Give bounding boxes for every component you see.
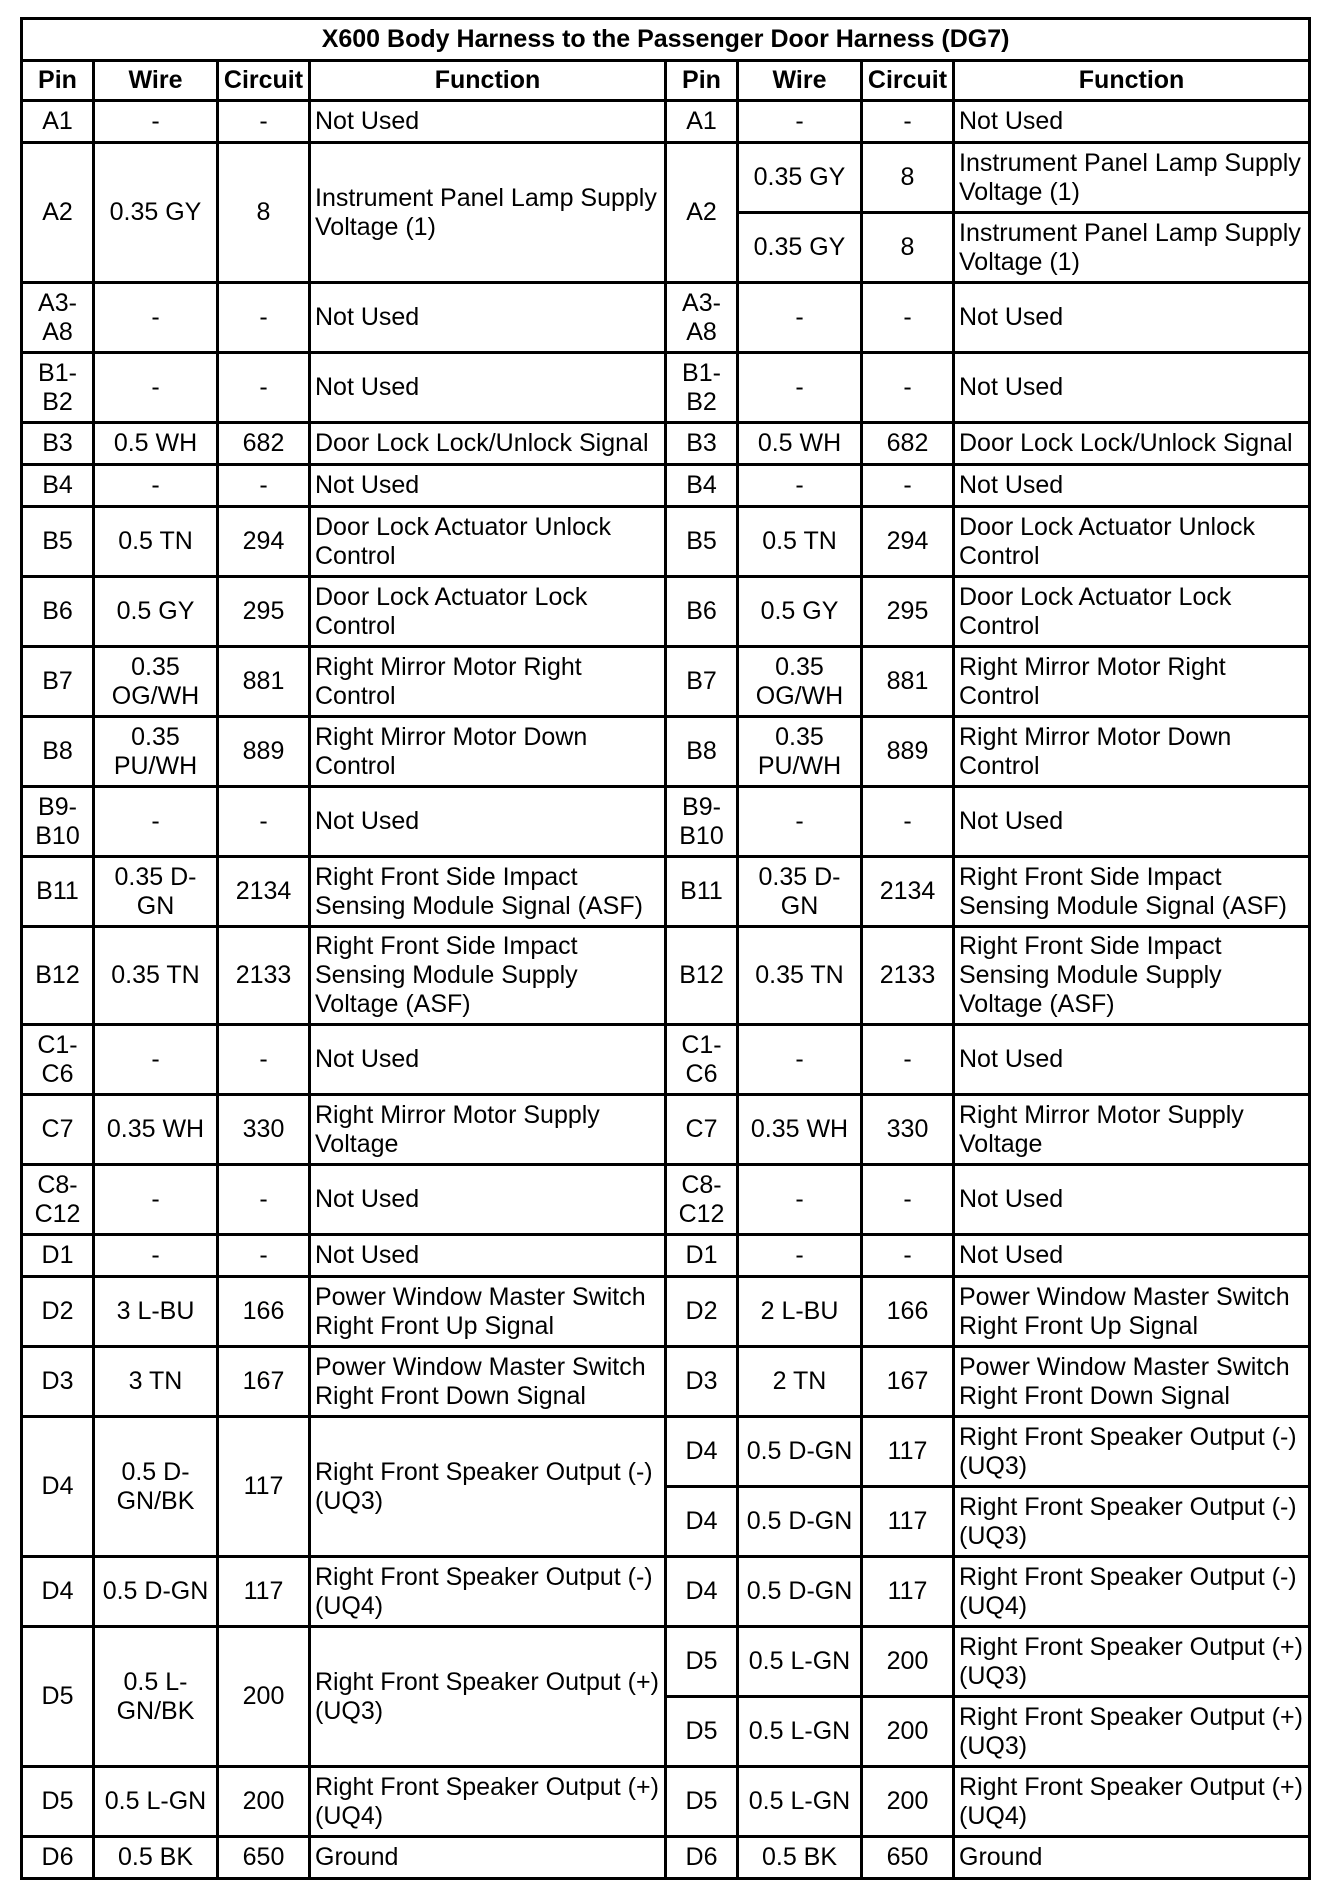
- left-pin-cell: B12: [22, 927, 94, 1025]
- left-pin-cell: D4: [22, 1417, 94, 1557]
- left-function-cell: Right Mirror Motor Supply Voltage: [310, 1095, 666, 1165]
- left-wire-cell: 0.5 BK: [94, 1837, 218, 1879]
- header-circuit: Circuit: [218, 61, 310, 101]
- left-wire-cell: 0.5 D-GN: [94, 1557, 218, 1627]
- header-pin: Pin: [22, 61, 94, 101]
- left-pin-cell: D5: [22, 1627, 94, 1767]
- left-wire-cell: 0.5 WH: [94, 423, 218, 465]
- right-circuit-cell: -: [862, 101, 954, 143]
- right-wire-cell: -: [738, 1165, 862, 1235]
- header-circuit: Circuit: [862, 61, 954, 101]
- left-pin-cell: B7: [22, 647, 94, 717]
- right-wire-cell: 0.5 D-GN: [738, 1487, 862, 1557]
- header-pin: Pin: [666, 61, 738, 101]
- table-row: [22, 1417, 1310, 1487]
- right-function-cell: Not Used: [954, 1025, 1310, 1095]
- left-circuit-cell: 8: [218, 143, 310, 283]
- right-function-cell: Right Front Speaker Output (+) (UQ4): [954, 1767, 1310, 1837]
- left-wire-cell: -: [94, 1235, 218, 1277]
- right-wire-cell: 0.5 D-GN: [738, 1557, 862, 1627]
- left-circuit-cell: 117: [218, 1557, 310, 1627]
- table-body: [22, 101, 1310, 1879]
- table-title: X600 Body Harness to the Passenger Door Harness (DG7): [22, 19, 1310, 61]
- right-pin-cell: A1: [666, 101, 738, 143]
- table-row: [22, 1557, 1310, 1627]
- right-function-cell: Instrument Panel Lamp Supply Voltage (1): [954, 213, 1310, 283]
- left-pin-cell: B8: [22, 717, 94, 787]
- left-circuit-cell: -: [218, 353, 310, 423]
- left-circuit-cell: -: [218, 787, 310, 857]
- left-function-cell: Door Lock Actuator Lock Control: [310, 577, 666, 647]
- right-function-cell: Right Front Speaker Output (-) (UQ3): [954, 1487, 1310, 1557]
- right-function-cell: Ground: [954, 1837, 1310, 1879]
- left-pin-cell: D3: [22, 1347, 94, 1417]
- table-row: [22, 1347, 1310, 1417]
- right-function-cell: Not Used: [954, 787, 1310, 857]
- header-function: Function: [954, 61, 1310, 101]
- left-circuit-cell: 682: [218, 423, 310, 465]
- right-wire-cell: 0.35 OG/WH: [738, 647, 862, 717]
- left-wire-cell: 0.35 PU/WH: [94, 717, 218, 787]
- right-circuit-cell: -: [862, 1025, 954, 1095]
- table-row: [22, 717, 1310, 787]
- right-function-cell: Right Front Speaker Output (-) (UQ3): [954, 1417, 1310, 1487]
- left-circuit-cell: 166: [218, 1277, 310, 1347]
- right-circuit-cell: 295: [862, 577, 954, 647]
- right-pin-cell: A2: [666, 143, 738, 283]
- left-pin-cell: D5: [22, 1767, 94, 1837]
- left-function-cell: Not Used: [310, 465, 666, 507]
- right-wire-cell: 0.5 BK: [738, 1837, 862, 1879]
- left-function-cell: Instrument Panel Lamp Supply Voltage (1): [310, 143, 666, 283]
- left-pin-cell: B11: [22, 857, 94, 927]
- right-pin-cell: D4: [666, 1417, 738, 1487]
- right-pin-cell: D4: [666, 1557, 738, 1627]
- left-circuit-cell: -: [218, 101, 310, 143]
- right-pin-cell: B9-B10: [666, 787, 738, 857]
- left-function-cell: Power Window Master Switch Right Front Down Signal: [310, 1347, 666, 1417]
- right-pin-cell: B4: [666, 465, 738, 507]
- left-function-cell: Right Front Side Impact Sensing Module Supply Voltage (ASF): [310, 927, 666, 1025]
- left-function-cell: Not Used: [310, 353, 666, 423]
- table-row: [22, 1095, 1310, 1165]
- left-circuit-cell: -: [218, 1165, 310, 1235]
- left-wire-cell: -: [94, 1025, 218, 1095]
- right-circuit-cell: -: [862, 465, 954, 507]
- left-wire-cell: 3 TN: [94, 1347, 218, 1417]
- right-circuit-cell: -: [862, 1165, 954, 1235]
- right-circuit-cell: 650: [862, 1837, 954, 1879]
- right-wire-cell: -: [738, 1025, 862, 1095]
- right-circuit-cell: -: [862, 283, 954, 353]
- right-wire-cell: 0.35 TN: [738, 927, 862, 1025]
- right-pin-cell: D5: [666, 1627, 738, 1697]
- left-function-cell: Right Mirror Motor Right Control: [310, 647, 666, 717]
- table-row: [22, 507, 1310, 577]
- left-pin-cell: C1-C6: [22, 1025, 94, 1095]
- table-row: [22, 857, 1310, 927]
- left-wire-cell: 0.5 D-GN/BK: [94, 1417, 218, 1557]
- right-wire-cell: -: [738, 283, 862, 353]
- right-pin-cell: D5: [666, 1767, 738, 1837]
- right-wire-cell: 0.35 GY: [738, 143, 862, 213]
- right-circuit-cell: 117: [862, 1487, 954, 1557]
- table-row: [22, 927, 1310, 1025]
- right-pin-cell: B8: [666, 717, 738, 787]
- left-wire-cell: 0.5 GY: [94, 577, 218, 647]
- left-circuit-cell: 650: [218, 1837, 310, 1879]
- right-function-cell: Right Mirror Motor Down Control: [954, 717, 1310, 787]
- left-function-cell: Right Front Speaker Output (+) (UQ3): [310, 1627, 666, 1767]
- right-circuit-cell: 2133: [862, 927, 954, 1025]
- right-circuit-cell: 117: [862, 1417, 954, 1487]
- table-row: [22, 353, 1310, 423]
- right-function-cell: Right Front Speaker Output (-) (UQ4): [954, 1557, 1310, 1627]
- left-function-cell: Door Lock Lock/Unlock Signal: [310, 423, 666, 465]
- table-row: [22, 465, 1310, 507]
- left-circuit-cell: -: [218, 283, 310, 353]
- left-circuit-cell: 330: [218, 1095, 310, 1165]
- right-circuit-cell: 200: [862, 1697, 954, 1767]
- left-circuit-cell: 294: [218, 507, 310, 577]
- table-row: [22, 647, 1310, 717]
- table-row: [22, 1025, 1310, 1095]
- right-function-cell: Right Front Speaker Output (+) (UQ3): [954, 1627, 1310, 1697]
- left-function-cell: Not Used: [310, 787, 666, 857]
- left-function-cell: Not Used: [310, 283, 666, 353]
- left-function-cell: Power Window Master Switch Right Front Up Signal: [310, 1277, 666, 1347]
- left-circuit-cell: -: [218, 465, 310, 507]
- right-circuit-cell: -: [862, 787, 954, 857]
- header-wire: Wire: [738, 61, 862, 101]
- header-function: Function: [310, 61, 666, 101]
- right-function-cell: Right Front Side Impact Sensing Module Supply Voltage (ASF): [954, 927, 1310, 1025]
- left-pin-cell: D1: [22, 1235, 94, 1277]
- right-pin-cell: B11: [666, 857, 738, 927]
- left-wire-cell: 0.35 GY: [94, 143, 218, 283]
- left-wire-cell: -: [94, 787, 218, 857]
- left-wire-cell: 0.35 TN: [94, 927, 218, 1025]
- table-row: [22, 143, 1310, 213]
- table-row: [22, 1165, 1310, 1235]
- left-circuit-cell: 200: [218, 1767, 310, 1837]
- left-pin-cell: A3-A8: [22, 283, 94, 353]
- left-function-cell: Right Front Speaker Output (-) (UQ3): [310, 1417, 666, 1557]
- right-pin-cell: D2: [666, 1277, 738, 1347]
- table-row: [22, 101, 1310, 143]
- left-pin-cell: B4: [22, 465, 94, 507]
- left-wire-cell: -: [94, 101, 218, 143]
- left-function-cell: Not Used: [310, 1165, 666, 1235]
- right-function-cell: Door Lock Lock/Unlock Signal: [954, 423, 1310, 465]
- left-function-cell: Right Front Speaker Output (+) (UQ4): [310, 1767, 666, 1837]
- table-row: [22, 577, 1310, 647]
- right-pin-cell: B7: [666, 647, 738, 717]
- right-wire-cell: 0.5 GY: [738, 577, 862, 647]
- left-circuit-cell: 167: [218, 1347, 310, 1417]
- right-pin-cell: B5: [666, 507, 738, 577]
- right-wire-cell: 0.5 D-GN: [738, 1417, 862, 1487]
- right-wire-cell: 0.5 TN: [738, 507, 862, 577]
- right-wire-cell: 2 L-BU: [738, 1277, 862, 1347]
- right-wire-cell: 0.5 WH: [738, 423, 862, 465]
- left-circuit-cell: 889: [218, 717, 310, 787]
- left-circuit-cell: 200: [218, 1627, 310, 1767]
- right-circuit-cell: -: [862, 353, 954, 423]
- right-wire-cell: -: [738, 1235, 862, 1277]
- left-function-cell: Not Used: [310, 1235, 666, 1277]
- left-wire-cell: -: [94, 353, 218, 423]
- left-wire-cell: 3 L-BU: [94, 1277, 218, 1347]
- table-row: [22, 1235, 1310, 1277]
- right-function-cell: Not Used: [954, 283, 1310, 353]
- right-function-cell: Power Window Master Switch Right Front Down Signal: [954, 1347, 1310, 1417]
- right-wire-cell: 0.5 L-GN: [738, 1627, 862, 1697]
- table-row: [22, 1767, 1310, 1837]
- right-circuit-cell: 330: [862, 1095, 954, 1165]
- left-function-cell: Not Used: [310, 1025, 666, 1095]
- table-row: [22, 283, 1310, 353]
- right-wire-cell: 0.5 L-GN: [738, 1697, 862, 1767]
- right-function-cell: Door Lock Actuator Unlock Control: [954, 507, 1310, 577]
- right-wire-cell: 0.35 D-GN: [738, 857, 862, 927]
- right-pin-cell: D6: [666, 1837, 738, 1879]
- title-row: [22, 19, 1310, 61]
- right-circuit-cell: 8: [862, 143, 954, 213]
- right-wire-cell: 2 TN: [738, 1347, 862, 1417]
- right-pin-cell: D4: [666, 1487, 738, 1557]
- right-function-cell: Right Mirror Motor Right Control: [954, 647, 1310, 717]
- right-circuit-cell: 889: [862, 717, 954, 787]
- right-pin-cell: B6: [666, 577, 738, 647]
- left-pin-cell: C7: [22, 1095, 94, 1165]
- right-wire-cell: -: [738, 465, 862, 507]
- left-circuit-cell: -: [218, 1235, 310, 1277]
- left-function-cell: Right Front Speaker Output (-) (UQ4): [310, 1557, 666, 1627]
- right-circuit-cell: 200: [862, 1627, 954, 1697]
- left-wire-cell: -: [94, 283, 218, 353]
- table-row: [22, 423, 1310, 465]
- right-function-cell: Door Lock Actuator Lock Control: [954, 577, 1310, 647]
- left-circuit-cell: -: [218, 1025, 310, 1095]
- left-circuit-cell: 2134: [218, 857, 310, 927]
- left-function-cell: Not Used: [310, 101, 666, 143]
- header-row: [22, 61, 1310, 101]
- left-function-cell: Right Front Side Impact Sensing Module Signal (ASF): [310, 857, 666, 927]
- right-wire-cell: -: [738, 353, 862, 423]
- right-function-cell: Not Used: [954, 1235, 1310, 1277]
- right-circuit-cell: 8: [862, 213, 954, 283]
- left-pin-cell: B5: [22, 507, 94, 577]
- right-pin-cell: C8-C12: [666, 1165, 738, 1235]
- left-wire-cell: 0.35 WH: [94, 1095, 218, 1165]
- table-row: [22, 1277, 1310, 1347]
- right-function-cell: Right Mirror Motor Supply Voltage: [954, 1095, 1310, 1165]
- right-circuit-cell: 2134: [862, 857, 954, 927]
- right-function-cell: Not Used: [954, 101, 1310, 143]
- left-circuit-cell: 2133: [218, 927, 310, 1025]
- left-wire-cell: 0.5 L-GN: [94, 1767, 218, 1837]
- right-function-cell: Instrument Panel Lamp Supply Voltage (1): [954, 143, 1310, 213]
- right-pin-cell: B12: [666, 927, 738, 1025]
- left-pin-cell: B9-B10: [22, 787, 94, 857]
- right-function-cell: Not Used: [954, 465, 1310, 507]
- table-row: [22, 1627, 1310, 1697]
- left-wire-cell: -: [94, 465, 218, 507]
- right-circuit-cell: 294: [862, 507, 954, 577]
- left-pin-cell: D6: [22, 1837, 94, 1879]
- left-pin-cell: B3: [22, 423, 94, 465]
- right-function-cell: Not Used: [954, 1165, 1310, 1235]
- left-function-cell: Right Mirror Motor Down Control: [310, 717, 666, 787]
- right-pin-cell: C7: [666, 1095, 738, 1165]
- right-circuit-cell: 200: [862, 1767, 954, 1837]
- header-wire: Wire: [94, 61, 218, 101]
- right-pin-cell: B1-B2: [666, 353, 738, 423]
- right-wire-cell: 0.35 GY: [738, 213, 862, 283]
- left-circuit-cell: 295: [218, 577, 310, 647]
- left-wire-cell: 0.5 L-GN/BK: [94, 1627, 218, 1767]
- right-circuit-cell: 166: [862, 1277, 954, 1347]
- left-circuit-cell: 881: [218, 647, 310, 717]
- right-pin-cell: D1: [666, 1235, 738, 1277]
- left-function-cell: Ground: [310, 1837, 666, 1879]
- left-pin-cell: D4: [22, 1557, 94, 1627]
- left-wire-cell: -: [94, 1165, 218, 1235]
- left-wire-cell: 0.35 OG/WH: [94, 647, 218, 717]
- right-pin-cell: D3: [666, 1347, 738, 1417]
- left-wire-cell: 0.5 TN: [94, 507, 218, 577]
- left-pin-cell: A2: [22, 143, 94, 283]
- table-row: [22, 787, 1310, 857]
- left-pin-cell: D2: [22, 1277, 94, 1347]
- right-circuit-cell: -: [862, 1235, 954, 1277]
- right-function-cell: Right Front Side Impact Sensing Module Signal (ASF): [954, 857, 1310, 927]
- right-circuit-cell: 682: [862, 423, 954, 465]
- left-wire-cell: 0.35 D-GN: [94, 857, 218, 927]
- right-circuit-cell: 167: [862, 1347, 954, 1417]
- right-wire-cell: 0.35 PU/WH: [738, 717, 862, 787]
- right-wire-cell: -: [738, 787, 862, 857]
- left-pin-cell: B6: [22, 577, 94, 647]
- harness-table: [20, 17, 1311, 1880]
- right-wire-cell: -: [738, 101, 862, 143]
- right-pin-cell: D5: [666, 1697, 738, 1767]
- right-function-cell: Right Front Speaker Output (+) (UQ3): [954, 1697, 1310, 1767]
- right-pin-cell: B3: [666, 423, 738, 465]
- right-circuit-cell: 881: [862, 647, 954, 717]
- right-circuit-cell: 117: [862, 1557, 954, 1627]
- right-pin-cell: C1-C6: [666, 1025, 738, 1095]
- right-function-cell: Power Window Master Switch Right Front Up Signal: [954, 1277, 1310, 1347]
- left-circuit-cell: 117: [218, 1417, 310, 1557]
- right-wire-cell: 0.35 WH: [738, 1095, 862, 1165]
- left-pin-cell: B1-B2: [22, 353, 94, 423]
- right-pin-cell: A3-A8: [666, 283, 738, 353]
- left-pin-cell: C8-C12: [22, 1165, 94, 1235]
- left-function-cell: Door Lock Actuator Unlock Control: [310, 507, 666, 577]
- table-row: [22, 1837, 1310, 1879]
- right-wire-cell: 0.5 L-GN: [738, 1767, 862, 1837]
- left-pin-cell: A1: [22, 101, 94, 143]
- right-function-cell: Not Used: [954, 353, 1310, 423]
